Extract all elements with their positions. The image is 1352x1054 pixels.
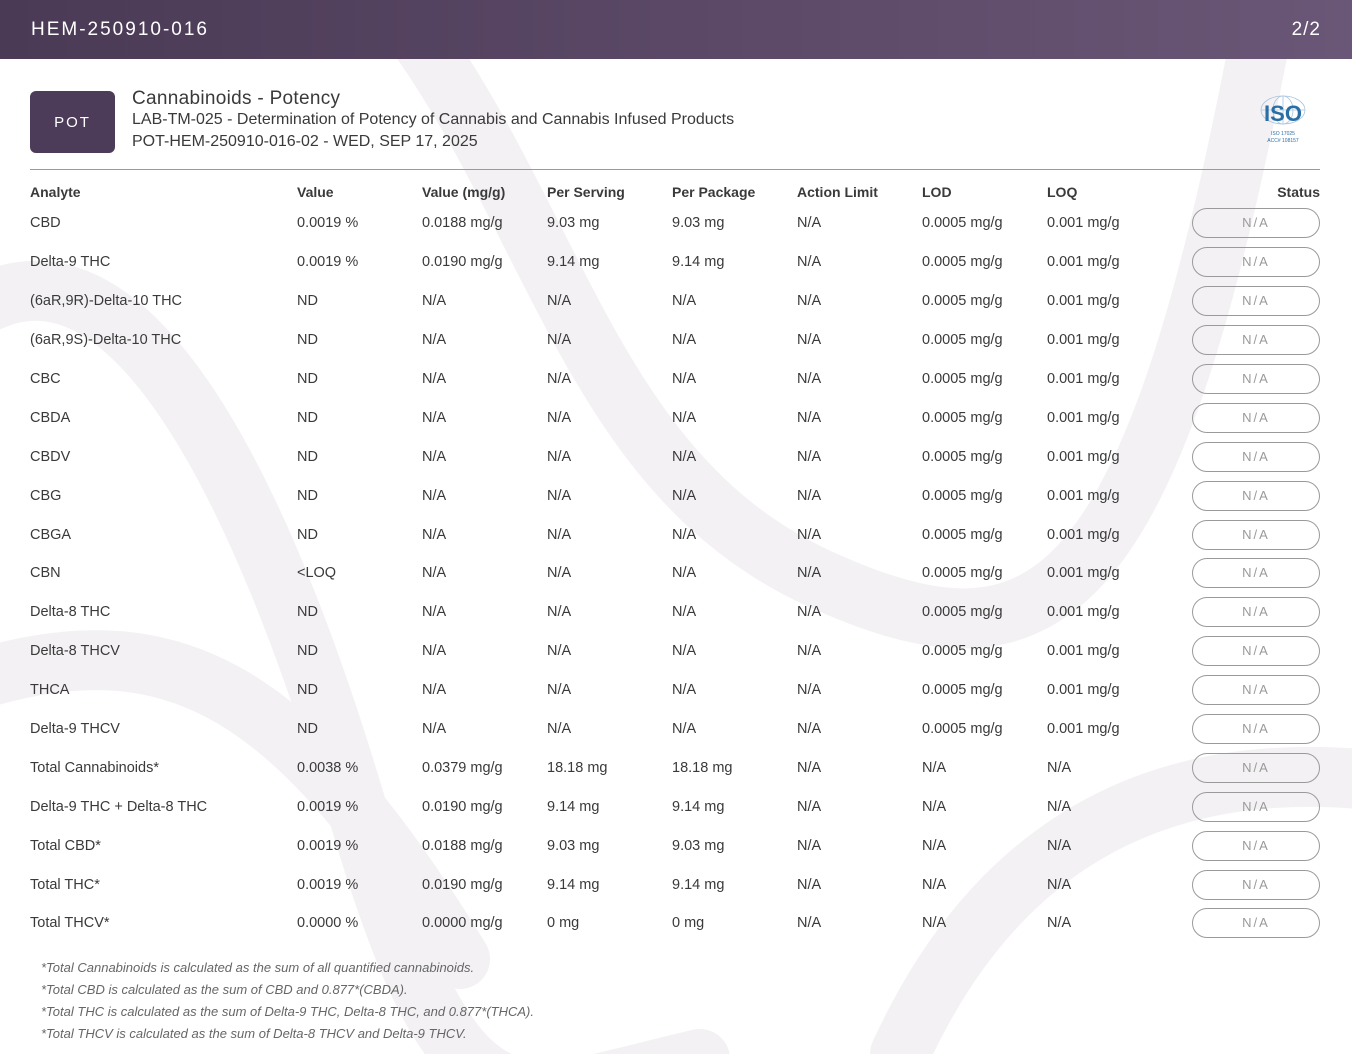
table-cell: 0.0005 mg/g xyxy=(922,409,1003,426)
status-badge: N/A xyxy=(1192,558,1320,588)
table-cell: 0.0019 % xyxy=(297,876,359,893)
status-badge: N/A xyxy=(1192,442,1320,472)
potency-results-table xyxy=(30,180,1320,943)
status-badge: N/A xyxy=(1192,753,1320,783)
table-cell: N/A xyxy=(672,409,697,426)
table-row xyxy=(30,593,1320,632)
table-cell: 0.001 mg/g xyxy=(1047,409,1120,426)
table-cell: ND xyxy=(297,409,318,426)
column-header: Value (mg/g) xyxy=(422,184,506,200)
table-cell: N/A xyxy=(547,643,572,660)
column-header: LOQ xyxy=(1047,184,1078,200)
status-cell xyxy=(1190,865,1320,904)
table-cell: N/A xyxy=(672,332,697,349)
analyte-name: CBG xyxy=(30,487,62,504)
table-cell: 0.0005 mg/g xyxy=(922,448,1003,465)
iso-accreditation-icon xyxy=(1258,94,1308,148)
table-body xyxy=(30,204,1320,943)
table-cell: 0.001 mg/g xyxy=(1047,526,1120,543)
table-cell: 0.0005 mg/g xyxy=(922,682,1003,699)
table-cell: 9.14 mg xyxy=(672,798,725,815)
status-badge: N/A xyxy=(1192,714,1320,744)
table-cell: N/A xyxy=(422,409,447,426)
table-cell: 0.0188 mg/g xyxy=(422,215,503,232)
footnote: *Total Cannabinoids is calculated as the sum of all quantified cannabinoids. xyxy=(41,960,475,975)
table-cell: N/A xyxy=(1047,759,1072,776)
table-row xyxy=(30,204,1320,243)
footnote: *Total THC is calculated as the sum of Delta-9 THC, Delta-8 THC, and 0.877*(THCA). xyxy=(41,1004,534,1019)
batch-id-date: POT-HEM-250910-016-02 - WED, SEP 17, 2025 xyxy=(132,133,478,150)
table-cell: N/A xyxy=(922,759,947,776)
status-cell xyxy=(1190,748,1320,787)
table-cell: 0.0005 mg/g xyxy=(922,371,1003,387)
analyte-name: Delta-9 THC + Delta-8 THC xyxy=(30,798,208,815)
section-header xyxy=(30,88,1320,170)
table-cell: 0.0005 mg/g xyxy=(922,526,1003,543)
table-cell: N/A xyxy=(922,837,947,854)
analyte-name: Delta-9 THC xyxy=(30,254,111,271)
table-cell: N/A xyxy=(422,643,447,660)
table-cell: 0.0005 mg/g xyxy=(922,643,1003,660)
status-badge: N/A xyxy=(1192,286,1320,316)
table-cell: ND xyxy=(297,643,318,660)
column-header: Action Limit xyxy=(797,184,878,200)
table-cell: 0.001 mg/g xyxy=(1047,565,1120,582)
table-cell: N/A xyxy=(797,682,822,699)
table-cell: ND xyxy=(297,604,318,621)
analyte-name: Total CBD* xyxy=(30,837,101,854)
table-cell: N/A xyxy=(547,409,572,426)
table-cell: 0.0379 mg/g xyxy=(422,759,503,776)
table-cell: 9.14 mg xyxy=(672,876,725,893)
table-cell: 9.14 mg xyxy=(547,798,600,815)
status-badge: N/A xyxy=(1192,247,1320,277)
table-cell: N/A xyxy=(797,915,822,932)
analyte-name: CBC xyxy=(30,371,61,387)
table-cell: N/A xyxy=(547,332,572,349)
table-cell: N/A xyxy=(672,526,697,543)
status-badge: N/A xyxy=(1192,870,1320,900)
table-cell: N/A xyxy=(422,565,447,582)
table-cell: N/A xyxy=(922,798,947,815)
table-row xyxy=(30,632,1320,671)
status-cell xyxy=(1190,398,1320,437)
status-badge: N/A xyxy=(1192,908,1320,938)
table-row xyxy=(30,904,1320,943)
table-cell: ND xyxy=(297,332,318,349)
table-cell: ND xyxy=(297,371,318,387)
status-cell xyxy=(1190,476,1320,515)
method-description: LAB-TM-025 - Determination of Potency of Cannabis and Cannabis Infused Products xyxy=(132,111,735,128)
table-cell: 0.0190 mg/g xyxy=(422,876,503,893)
table-cell: ND xyxy=(297,682,318,699)
table-cell: 9.03 mg xyxy=(672,215,725,232)
table-cell: N/A xyxy=(797,798,822,815)
status-badge: N/A xyxy=(1192,636,1320,666)
table-cell: N/A xyxy=(422,293,447,310)
table-cell: 9.03 mg xyxy=(672,837,725,854)
table-cell: 0.0005 mg/g xyxy=(922,215,1003,232)
table-cell: 0.0000 mg/g xyxy=(422,915,503,932)
table-cell: 9.14 mg xyxy=(547,876,600,893)
table-cell: N/A xyxy=(672,721,697,738)
table-cell: N/A xyxy=(422,448,447,465)
table-cell: 0.001 mg/g xyxy=(1047,293,1120,310)
table-cell: <LOQ xyxy=(297,565,337,582)
table-cell: 0.0019 % xyxy=(297,798,359,815)
analyte-name: CBDA xyxy=(30,409,71,426)
table-cell: 0.0005 mg/g xyxy=(922,487,1003,504)
table-cell: 0.001 mg/g xyxy=(1047,332,1120,349)
status-cell xyxy=(1190,437,1320,476)
table-cell: N/A xyxy=(547,526,572,543)
analyte-name: Total THC* xyxy=(30,876,100,893)
table-cell: N/A xyxy=(672,487,697,504)
section-title: Cannabinoids - Potency xyxy=(132,88,341,109)
table-cell: 0.001 mg/g xyxy=(1047,643,1120,660)
table-row xyxy=(30,437,1320,476)
table-row xyxy=(30,787,1320,826)
table-cell: N/A xyxy=(547,371,572,387)
footnote: *Total THCV is calculated as the sum of Delta-8 THCV and Delta-9 THCV. xyxy=(41,1026,467,1041)
table-row xyxy=(30,671,1320,710)
table-cell: 0 mg xyxy=(547,915,580,932)
status-cell xyxy=(1190,204,1320,243)
document-id: HEM-250910-016 xyxy=(31,18,209,40)
footnote: *Total CBD is calculated as the sum of CBD and 0.877*(CBDA). xyxy=(41,982,408,997)
table-cell: N/A xyxy=(797,643,822,660)
status-cell xyxy=(1190,282,1320,321)
status-cell xyxy=(1190,904,1320,943)
status-badge: N/A xyxy=(1192,792,1320,822)
status-cell xyxy=(1190,360,1320,399)
analyte-name: CBGA xyxy=(30,526,72,543)
table-cell: N/A xyxy=(672,643,697,660)
table-cell: 0.0005 mg/g xyxy=(922,565,1003,582)
table-cell: N/A xyxy=(422,332,447,349)
analyte-name: Delta-8 THCV xyxy=(30,643,120,660)
status-cell xyxy=(1190,321,1320,360)
table-cell: N/A xyxy=(797,371,822,387)
table-cell: 0.0005 mg/g xyxy=(922,293,1003,310)
table-cell: 0.001 mg/g xyxy=(1047,487,1120,504)
table-cell: N/A xyxy=(547,682,572,699)
status-cell xyxy=(1190,243,1320,282)
svg-text:ISO: ISO xyxy=(1264,101,1302,126)
status-cell xyxy=(1190,787,1320,826)
table-cell: 0.001 mg/g xyxy=(1047,371,1120,387)
table-cell: N/A xyxy=(422,526,447,543)
table-cell: N/A xyxy=(672,682,697,699)
table-cell: 0.0005 mg/g xyxy=(922,604,1003,621)
table-cell: N/A xyxy=(797,604,822,621)
table-row xyxy=(30,748,1320,787)
table-cell: ND xyxy=(297,721,318,738)
table-cell: N/A xyxy=(422,682,447,699)
status-cell xyxy=(1190,593,1320,632)
table-cell: 0.001 mg/g xyxy=(1047,448,1120,465)
status-badge: N/A xyxy=(1192,208,1320,238)
column-header: Per Serving xyxy=(547,184,625,200)
table-cell: N/A xyxy=(422,721,447,738)
table-row xyxy=(30,515,1320,554)
table-cell: 9.14 mg xyxy=(672,254,725,271)
table-header-row xyxy=(30,180,1320,204)
table-row xyxy=(30,243,1320,282)
table-cell: N/A xyxy=(797,448,822,465)
table-cell: 0.0005 mg/g xyxy=(922,721,1003,738)
table-cell: N/A xyxy=(797,837,822,854)
table-row xyxy=(30,476,1320,515)
table-cell: 9.14 mg xyxy=(547,254,600,271)
table-cell: N/A xyxy=(922,876,947,893)
table-cell: ND xyxy=(297,526,318,543)
status-badge: N/A xyxy=(1192,675,1320,705)
analyte-name: CBD xyxy=(30,215,61,232)
table-cell: N/A xyxy=(672,604,697,621)
page-indicator: 2/2 xyxy=(1291,18,1321,40)
table-cell: N/A xyxy=(547,565,572,582)
table-cell: N/A xyxy=(672,448,697,465)
table-cell: 0.0188 mg/g xyxy=(422,837,503,854)
table-cell: 18.18 mg xyxy=(672,759,733,776)
table-cell: N/A xyxy=(797,215,822,232)
table-cell: N/A xyxy=(797,487,822,504)
table-cell: N/A xyxy=(547,604,572,621)
table-cell: N/A xyxy=(422,371,447,387)
table-cell: 0.001 mg/g xyxy=(1047,721,1120,738)
table-cell: N/A xyxy=(797,759,822,776)
svg-text:ACC# 108157: ACC# 108157 xyxy=(1267,138,1299,144)
status-badge: N/A xyxy=(1192,520,1320,550)
status-cell xyxy=(1190,826,1320,865)
table-cell: ND xyxy=(297,293,318,310)
table-cell: N/A xyxy=(672,371,697,387)
column-header: Per Package xyxy=(672,184,756,200)
status-badge: N/A xyxy=(1192,831,1320,861)
table-cell: N/A xyxy=(1047,837,1072,854)
status-cell xyxy=(1190,710,1320,749)
table-row xyxy=(30,826,1320,865)
table-cell: 0.001 mg/g xyxy=(1047,215,1120,232)
column-header: LOD xyxy=(922,184,952,200)
table-cell: N/A xyxy=(1047,915,1072,932)
status-badge: N/A xyxy=(1192,597,1320,627)
table-cell: N/A xyxy=(547,487,572,504)
table-cell: 18.18 mg xyxy=(547,759,608,776)
table-cell: 0.0019 % xyxy=(297,837,359,854)
table-cell: N/A xyxy=(672,293,697,310)
table-cell: N/A xyxy=(797,293,822,310)
table-cell: N/A xyxy=(797,526,822,543)
status-badge: N/A xyxy=(1192,325,1320,355)
table-row xyxy=(30,282,1320,321)
table-cell: N/A xyxy=(1047,798,1072,815)
table-cell: N/A xyxy=(547,721,572,738)
table-cell: 0.0005 mg/g xyxy=(922,332,1003,349)
table-cell: ND xyxy=(297,487,318,504)
footnotes xyxy=(41,958,534,1046)
table-cell: 0.0190 mg/g xyxy=(422,254,503,271)
analyte-name: Total Cannabinoids* xyxy=(30,759,159,776)
table-cell: 0.0019 % xyxy=(297,254,359,271)
analyte-name: CBN xyxy=(30,565,61,582)
table-cell: 9.03 mg xyxy=(547,215,600,232)
table-cell: N/A xyxy=(797,721,822,738)
table-cell: 0.001 mg/g xyxy=(1047,604,1120,621)
analyte-name: (6aR,9R)-Delta-10 THC xyxy=(30,293,183,310)
table-cell: N/A xyxy=(922,915,947,932)
status-cell xyxy=(1190,515,1320,554)
table-cell: N/A xyxy=(797,332,822,349)
table-cell: N/A xyxy=(547,293,572,310)
table-cell: N/A xyxy=(797,409,822,426)
table-row xyxy=(30,321,1320,360)
analyte-name: THCA xyxy=(30,682,70,699)
table-cell: N/A xyxy=(797,565,822,582)
status-cell xyxy=(1190,632,1320,671)
table-cell: 0 mg xyxy=(672,915,705,932)
table-cell: 9.03 mg xyxy=(547,837,600,854)
table-cell: 0.0000 % xyxy=(297,915,359,932)
table-cell: 0.0190 mg/g xyxy=(422,798,503,815)
status-badge: N/A xyxy=(1192,481,1320,511)
column-header: Status xyxy=(1277,184,1320,200)
table-row xyxy=(30,398,1320,437)
analyte-name: Delta-8 THC xyxy=(30,604,111,621)
table-cell: ND xyxy=(297,448,318,465)
pot-badge: POT xyxy=(30,91,115,153)
table-cell: 0.001 mg/g xyxy=(1047,254,1120,271)
table-cell: 0.0019 % xyxy=(297,215,359,232)
table-cell: N/A xyxy=(797,254,822,271)
table-cell: N/A xyxy=(797,876,822,893)
table-cell: 0.0005 mg/g xyxy=(922,254,1003,271)
table-cell: 0.001 mg/g xyxy=(1047,682,1120,699)
table-cell: N/A xyxy=(422,604,447,621)
column-header: Value xyxy=(297,184,334,200)
analyte-name: (6aR,9S)-Delta-10 THC xyxy=(30,332,182,349)
table-row xyxy=(30,710,1320,749)
svg-text:ISO 17025: ISO 17025 xyxy=(1271,131,1295,137)
analyte-name: CBDV xyxy=(30,448,71,465)
status-cell xyxy=(1190,554,1320,593)
analyte-name: Total THCV* xyxy=(30,915,110,932)
table-cell: N/A xyxy=(547,448,572,465)
column-header: Analyte xyxy=(30,184,81,200)
table-cell: N/A xyxy=(672,565,697,582)
table-cell: N/A xyxy=(1047,876,1072,893)
table-row xyxy=(30,360,1320,399)
table-cell: 0.0038 % xyxy=(297,759,359,776)
table-row xyxy=(30,554,1320,593)
table-row xyxy=(30,865,1320,904)
analyte-name: Delta-9 THCV xyxy=(30,721,120,738)
status-cell xyxy=(1190,671,1320,710)
table-cell: N/A xyxy=(422,487,447,504)
status-badge: N/A xyxy=(1192,403,1320,433)
report-header-bar xyxy=(0,0,1352,59)
status-badge: N/A xyxy=(1192,364,1320,394)
